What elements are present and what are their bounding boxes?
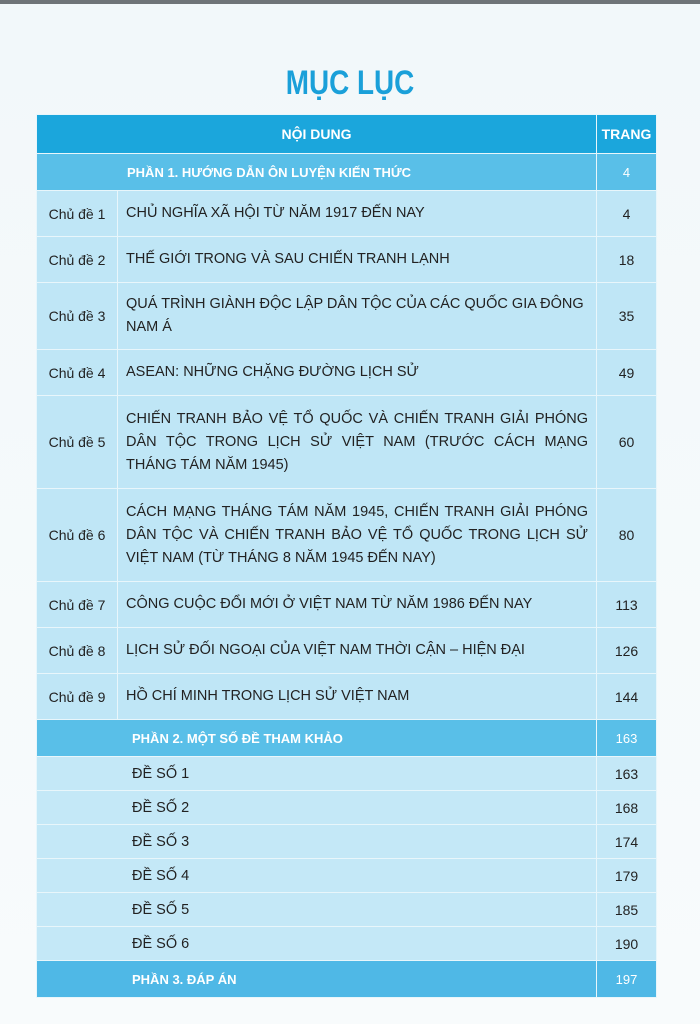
topic-title[interactable]: ASEAN: NHỮNG CHẶNG ĐƯỜNG LỊCH SỬ <box>118 350 597 396</box>
topic-label: Chủ đề 5 <box>37 396 118 489</box>
topic-page: 80 <box>597 489 657 582</box>
topic-row[interactable] <box>37 674 657 720</box>
page-title: MỤC LỤC <box>285 64 415 102</box>
topic-title[interactable]: CHỦ NGHĨA XÃ HỘI TỪ NĂM 1917 ĐẾN NAY <box>118 191 597 237</box>
exam-page: 179 <box>597 859 657 893</box>
exam-page: 163 <box>597 757 657 791</box>
exam-page: 168 <box>597 791 657 825</box>
exam-page: 190 <box>597 927 657 961</box>
exam-row[interactable] <box>37 859 657 893</box>
part-title[interactable]: PHẦN 3. ĐÁP ÁN <box>37 961 597 998</box>
topic-title[interactable]: CHIẾN TRANH BẢO VỆ TỔ QUỐC VÀ CHIẾN TRANH GIẢI PHÓNG DÂN TỘC TRONG LỊCH SỬ VIỆT NAM (TRƯỚC CÁCH MẠNG THÁNG TÁM NĂM 1945) <box>118 396 597 489</box>
exam-page: 185 <box>597 893 657 927</box>
topic-title[interactable]: CÔNG CUỘC ĐỔI MỚI Ở VIỆT NAM TỪ NĂM 1986 ĐẾN NAY <box>118 582 597 628</box>
topic-row[interactable] <box>37 283 657 350</box>
topic-row[interactable] <box>37 237 657 283</box>
topic-label: Chủ đề 8 <box>37 628 118 674</box>
topic-label: Chủ đề 6 <box>37 489 118 582</box>
part-row[interactable] <box>37 154 657 191</box>
topic-row[interactable] <box>37 191 657 237</box>
exam-page: 174 <box>597 825 657 859</box>
part-title[interactable]: PHẦN 2. MỘT SỐ ĐỀ THAM KHẢO <box>37 720 597 757</box>
part-row[interactable] <box>37 961 657 998</box>
topic-label: Chủ đề 9 <box>37 674 118 720</box>
topic-label: Chủ đề 1 <box>37 191 118 237</box>
header-content: NỘI DUNG <box>37 115 597 154</box>
topic-label: Chủ đề 2 <box>37 237 118 283</box>
part-page: 197 <box>597 961 657 998</box>
topic-title[interactable]: THẾ GIỚI TRONG VÀ SAU CHIẾN TRANH LẠNH <box>118 237 597 283</box>
topic-label: Chủ đề 3 <box>37 283 118 350</box>
topic-page: 60 <box>597 396 657 489</box>
part-title[interactable]: PHẦN 1. HƯỚNG DẪN ÔN LUYỆN KIẾN THỨC <box>37 154 597 191</box>
exam-row[interactable] <box>37 927 657 961</box>
topic-row[interactable] <box>37 396 657 489</box>
part-row[interactable] <box>37 720 657 757</box>
part-page: 163 <box>597 720 657 757</box>
topic-title[interactable]: CÁCH MẠNG THÁNG TÁM NĂM 1945, CHIẾN TRANH GIẢI PHÓNG DÂN TỘC VÀ CHIẾN TRANH BẢO VỆ TỔ QUỐC TRONG LỊCH SỬ VIỆT NAM (TỪ THÁNG 8 NĂM 1945 ĐẾN NAY) <box>118 489 597 582</box>
exam-row[interactable] <box>37 825 657 859</box>
topic-page: 49 <box>597 350 657 396</box>
exam-row[interactable] <box>37 893 657 927</box>
topic-title[interactable]: QUÁ TRÌNH GIÀNH ĐỘC LẬP DÂN TỘC CỦA CÁC QUỐC GIA ĐÔNG NAM Á <box>118 283 597 350</box>
topic-page: 113 <box>597 582 657 628</box>
exam-row[interactable] <box>37 757 657 791</box>
topic-page: 35 <box>597 283 657 350</box>
exam-title[interactable]: ĐỀ SỐ 3 <box>37 825 597 859</box>
topic-page: 18 <box>597 237 657 283</box>
part-page: 4 <box>597 154 657 191</box>
topic-row[interactable] <box>37 489 657 582</box>
topic-label: Chủ đề 4 <box>37 350 118 396</box>
exam-title[interactable]: ĐỀ SỐ 1 <box>37 757 597 791</box>
topic-row[interactable] <box>37 350 657 396</box>
topic-title[interactable]: LỊCH SỬ ĐỐI NGOẠI CỦA VIỆT NAM THỜI CẬN – HIỆN ĐẠI <box>118 628 597 674</box>
topic-page: 126 <box>597 628 657 674</box>
exam-row[interactable] <box>37 791 657 825</box>
topic-row[interactable] <box>37 582 657 628</box>
topic-page: 4 <box>597 191 657 237</box>
exam-title[interactable]: ĐỀ SỐ 2 <box>37 791 597 825</box>
topic-row[interactable] <box>37 628 657 674</box>
exam-title[interactable]: ĐỀ SỐ 6 <box>37 927 597 961</box>
exam-title[interactable]: ĐỀ SỐ 4 <box>37 859 597 893</box>
exam-title[interactable]: ĐỀ SỐ 5 <box>37 893 597 927</box>
topic-label: Chủ đề 7 <box>37 582 118 628</box>
header-page: TRANG <box>597 115 657 154</box>
topic-title[interactable]: HỒ CHÍ MINH TRONG LỊCH SỬ VIỆT NAM <box>118 674 597 720</box>
table-of-contents <box>36 114 657 998</box>
topic-page: 144 <box>597 674 657 720</box>
toc-header-row <box>37 115 657 154</box>
